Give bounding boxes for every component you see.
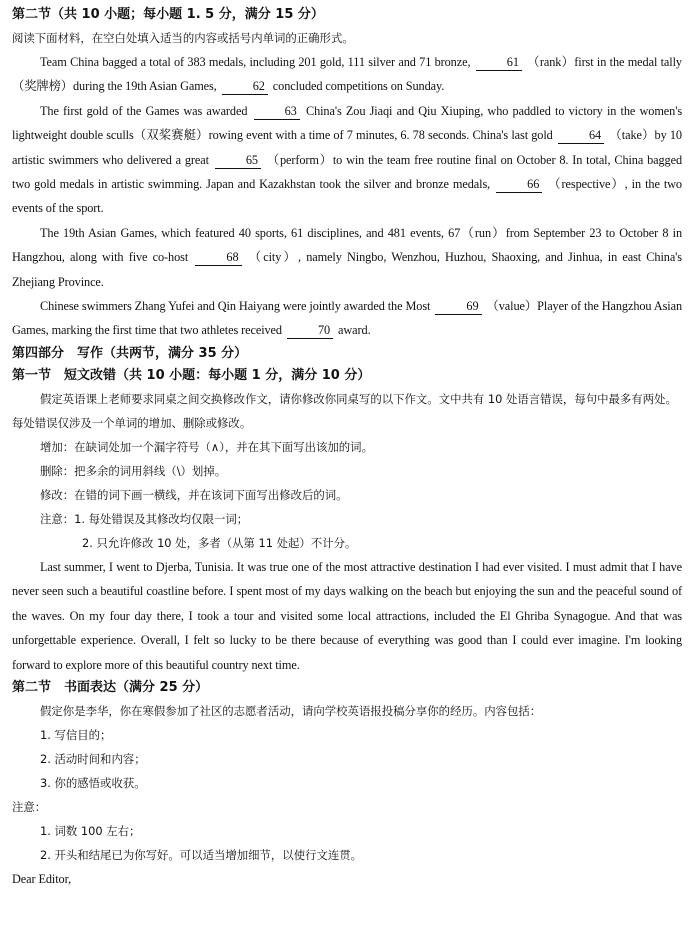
passage-paragraph-3 [12,221,682,294]
passage-text: （perform）to win the team free routine final on October 8. In total, China bagged two gold medals in artistic swimming. Japan and Kazakhstan took the silver and bronze medals, [12,152,683,192]
passage-paragraph-1 [12,50,682,99]
passage-text: China's Zou Jiaqi and Qiu Xiuping, who paddled to victory in the women's lightweight double sculls（双桨赛艇）rowing event with a time of 7 minutes, 6. 78 seconds. China's last gold [12,103,682,143]
blank-61[interactable]: 61 [476,55,522,71]
part4-heading: 第四部分 写作（共两节，满分 35 分） [12,345,248,361]
passage-text: The 19th Asian Games, which featured 40 sports, 61 disciplines, and 481 events, 67（run）from September 23 to October 8 in Hangzhou, along with five co-host [12,225,682,265]
blank-70[interactable]: 70 [287,323,333,339]
part4-section1-heading: 第一节 短文改错（共 10 小题：每小题 1 分，满分 10 分） [12,367,371,383]
passage-text: （city）, namely Ningbo, Wenzhou, Huzhou, Shaoxing, and Jinhua, in east China's Zhejiang Province. [12,250,682,289]
passage-text: （take）by 10 artistic swimmers who delivered a great [12,128,682,167]
list-item: 2. 活动时间和内容； [40,751,146,766]
note-1: 注意：1. 每处错误及其修改均仅限一词； [40,511,249,526]
blank-63[interactable]: 63 [254,104,300,120]
passage-text: award. [338,323,371,338]
blank-66[interactable]: 66 [496,177,542,193]
section2-instruction: 阅读下面材料，在空白处填入适当的内容或括号内单词的正确形式。 [12,31,354,45]
passage-text: The first gold of the Games was awarded [40,103,248,118]
writing-task-intro: 假定你是李华，你在寒假参加了社区的志愿者活动，请向学校英语报投稿分享你的经历。内容包括： [40,703,542,718]
writing-note-label: 注意： [12,799,47,814]
section2-heading: 第二节（共 10 小题；每小题 1. 5 分，满分 15 分） [12,7,324,22]
passage-text: Chinese swimmers Zhang Yufei and Qin Haiyang were jointly awarded the Most [40,299,431,314]
blank-62[interactable]: 62 [222,79,268,95]
error-correction-intro: 假定英语课上老师要求同桌之间交换修改作文，请你修改你同桌写的以下作文。文中共有 10 处语言错误，每句中最多有两处。每处错误仅涉及一个单词的增加、删除或修改。 [12,391,677,430]
blank-69[interactable]: 69 [435,299,481,315]
passage-text: concluded competitions on Sunday. [272,79,445,94]
error-correction-essay: Last summer, I went to Djerba, Tunisia. It was true one of the most attractive destination I had ever visited. I must admit that I have never seen such a beautiful coastline before. I spent most of my days walking on the beach but enjoying the sun and the peaceful sound of the waves. On my four day there, I took a tour and visited some local attractions, included the El Ghriba Synagogue. And that was unforgettable experience. Overall, I felt so lucky to be there because of everything was good than I could ever imagine. I'm looking forward to explore more of this beautiful country next time. [12,559,682,672]
note-2: 2. 只允许修改 10 处，多者（从第 11 处起）不计分。 [82,535,357,550]
rule-add: 增加：在缺词处加一个漏字符号（∧），并在其下面写出该加的词。 [40,439,373,454]
passage-text: （rank）first in the medal tally（奖牌榜）during the 19th Asian Games, [12,55,682,94]
blank-68[interactable]: 68 [195,250,241,266]
passage-text: （respective）, in the two events of the sport. [12,177,682,216]
passage-paragraph-4 [12,294,682,343]
list-item: 3. 你的感悟或收获。 [40,775,146,790]
part4-section2-heading: 第二节 书面表达（满分 25 分） [12,679,209,695]
list-item: 1. 写信目的； [40,727,112,742]
blank-64[interactable]: 64 [558,128,604,144]
passage-paragraph-2 [12,99,682,221]
rule-delete: 删除：把多余的词用斜线（\）划掉。 [40,463,227,478]
letter-greeting: Dear Editor, [12,871,72,886]
passage-text: Team China bagged a total of 383 medals, including 201 gold, 111 silver and 71 bronze, [40,55,471,69]
passage-text: （value）Player of the Hangzhou Asian Games, marking the first time that two athletes received [12,299,683,338]
list-item: 2. 开头和结尾已为你写好。可以适当增加细节，以使行文连贯。 [40,847,363,862]
list-item: 1. 词数 100 左右； [40,823,141,838]
rule-modify: 修改：在错的词下画一横线，并在该词下面写出修改后的词。 [40,487,348,502]
blank-65[interactable]: 65 [215,153,261,169]
